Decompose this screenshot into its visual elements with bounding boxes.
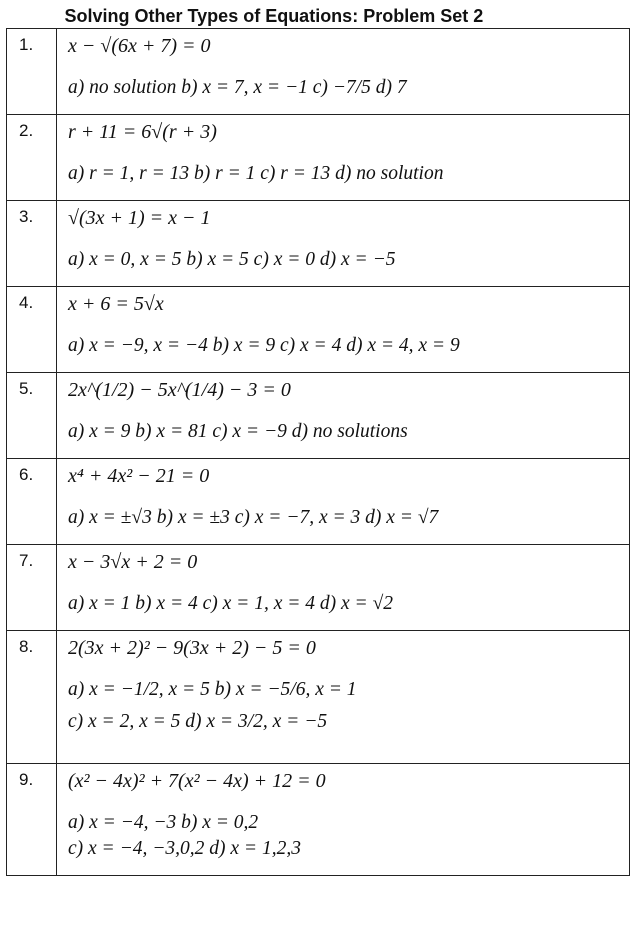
problem-number: 6.	[7, 459, 57, 545]
problem-equation: x − 3√x + 2 = 0	[68, 551, 198, 573]
answer-choices: a) x = −4, −3 b) x = 0,2	[68, 812, 259, 833]
answer-choices: a) no solution b) x = 7, x = −1 c) −7/5 d) 7	[68, 77, 407, 98]
page-title: Solving Other Types of Equations: Problem Set 2	[57, 4, 630, 29]
problem-number: 9.	[7, 764, 57, 876]
answer-choices: a) x = −9, x = −4 b) x = 9 c) x = 4 d) x = 4, x = 9	[68, 335, 460, 356]
problem-equation: r + 11 = 6√(r + 3)	[68, 121, 217, 143]
problem-row	[7, 459, 630, 545]
problem-body	[57, 287, 630, 373]
problem-equation: x⁴ + 4x² − 21 = 0	[68, 465, 210, 487]
problem-body	[57, 545, 630, 631]
title-row	[7, 4, 630, 29]
problem-equation: x − √(6x + 7) = 0	[68, 35, 211, 57]
problem-set-table	[6, 4, 630, 876]
answer-choices: a) x = ±√3 b) x = ±3 c) x = −7, x = 3 d) x = √7	[68, 507, 439, 528]
problem-row	[7, 631, 630, 764]
problem-row	[7, 373, 630, 459]
problem-row	[7, 29, 630, 115]
problem-number: 4.	[7, 287, 57, 373]
problem-equation: x + 6 = 5√x	[68, 293, 164, 315]
problem-body	[57, 459, 630, 545]
answer-choices: c) x = −4, −3,0,2 d) x = 1,2,3	[68, 838, 301, 859]
problem-number: 1.	[7, 29, 57, 115]
problem-body	[57, 631, 630, 764]
problem-row	[7, 287, 630, 373]
answer-choices: a) x = −1/2, x = 5 b) x = −5/6, x = 1	[68, 679, 357, 700]
problem-row	[7, 115, 630, 201]
problem-row	[7, 201, 630, 287]
problem-body	[57, 29, 630, 115]
problem-body	[57, 201, 630, 287]
problem-number: 8.	[7, 631, 57, 764]
problem-equation: 2(3x + 2)² − 9(3x + 2) − 5 = 0	[68, 637, 316, 659]
problem-body	[57, 764, 630, 876]
problem-number: 7.	[7, 545, 57, 631]
answer-choices: a) r = 1, r = 13 b) r = 1 c) r = 13 d) no solution	[68, 163, 444, 184]
problem-equation: (x² − 4x)² + 7(x² − 4x) + 12 = 0	[68, 770, 326, 792]
title-spacer	[7, 4, 57, 29]
problem-number: 3.	[7, 201, 57, 287]
problem-row	[7, 545, 630, 631]
answer-choices: c) x = 2, x = 5 d) x = 3/2, x = −5	[68, 711, 328, 732]
problem-equation: √(3x + 1) = x − 1	[68, 207, 211, 229]
problem-row	[7, 764, 630, 876]
problem-equation: 2x^(1/2) − 5x^(1/4) − 3 = 0	[68, 379, 291, 401]
problem-number: 5.	[7, 373, 57, 459]
problem-body	[57, 115, 630, 201]
answer-choices: a) x = 1 b) x = 4 c) x = 1, x = 4 d) x = √2	[68, 593, 394, 614]
problem-body	[57, 373, 630, 459]
answer-choices: a) x = 0, x = 5 b) x = 5 c) x = 0 d) x = −5	[68, 249, 396, 270]
problem-number: 2.	[7, 115, 57, 201]
answer-choices: a) x = 9 b) x = 81 c) x = −9 d) no solutions	[68, 421, 408, 442]
